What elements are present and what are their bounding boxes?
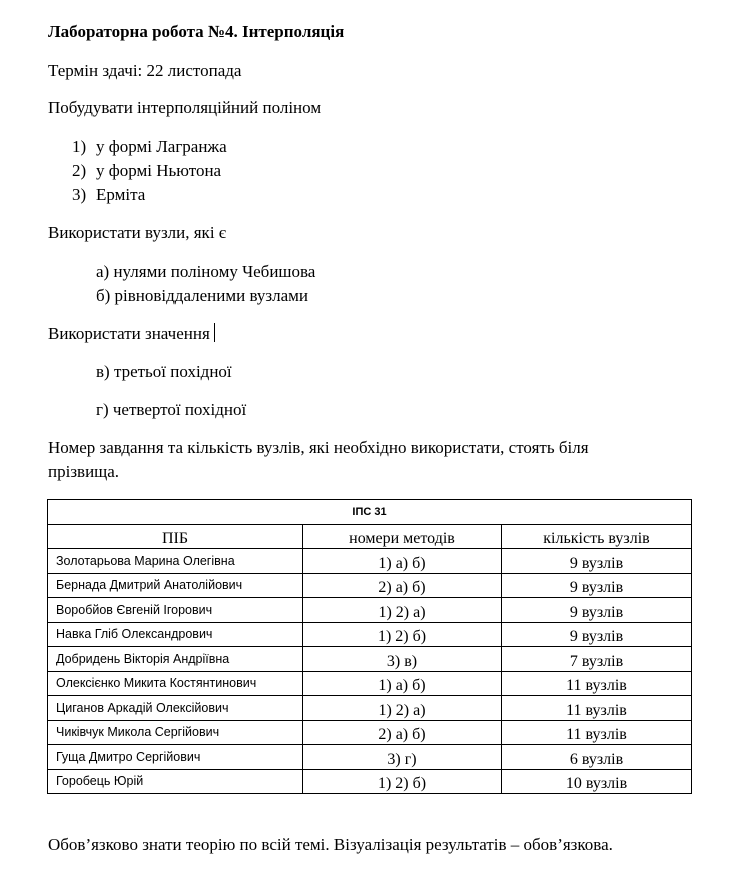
header-nodes: кількість вузлів <box>502 525 692 549</box>
cell-nodes: 9 вузлів <box>502 598 692 623</box>
cell-nodes: 11 вузлів <box>502 671 692 696</box>
nodes-item-a: а) нулями поліному Чебишова <box>96 262 316 281</box>
deadline-text: Термін здачі: 22 листопада <box>48 61 242 80</box>
cell-name: Бернада Дмитрий Анатолійович <box>48 573 303 598</box>
cell-methods: 3) г) <box>303 745 502 770</box>
list-text: у формі Ньютона <box>96 161 222 180</box>
header-name: ПІБ <box>48 525 303 549</box>
cell-name: Воробйов Євгеній Ігорович <box>48 598 303 623</box>
cell-methods: 2) а) б) <box>303 720 502 745</box>
cell-methods: 1) а) б) <box>303 671 502 696</box>
cell-name: Навка Гліб Олександрович <box>48 622 303 647</box>
values-text: Використати значення <box>48 324 210 343</box>
cell-methods: 1) 2) б) <box>303 622 502 647</box>
students-table <box>47 499 692 794</box>
values-item-c: в) третьої похідної <box>96 362 232 381</box>
list-text: Ерміта <box>96 185 146 204</box>
task-text-line2: прізвища. <box>48 462 120 481</box>
cell-methods: 1) 2) б) <box>303 769 502 794</box>
table-row <box>48 573 692 598</box>
nodes-text: Використати вузли, які є <box>48 223 227 242</box>
cell-nodes: 7 вузлів <box>502 647 692 672</box>
table-row <box>48 622 692 647</box>
cell-nodes: 9 вузлів <box>502 549 692 574</box>
table-row <box>48 720 692 745</box>
cell-nodes: 11 вузлів <box>502 696 692 721</box>
cell-nodes: 11 вузлів <box>502 720 692 745</box>
table-caption: ІПС 31 <box>48 500 692 525</box>
list-number: 2) <box>72 161 87 180</box>
nodes-item-b: б) рівновіддаленими вузлами <box>96 286 309 305</box>
text-cursor <box>214 323 215 342</box>
task-text-line1: Номер завдання та кількість вузлів, які необхідно використати, стоять біля <box>48 438 589 457</box>
table-row <box>48 769 692 794</box>
cell-nodes: 6 вузлів <box>502 745 692 770</box>
cell-methods: 3) в) <box>303 647 502 672</box>
list-item <box>72 184 145 205</box>
cell-nodes: 9 вузлів <box>502 573 692 598</box>
cell-methods: 1) 2) а) <box>303 696 502 721</box>
footer-note: Обов’язково знати теорію по всій темі. Візуалізація результатів – обов’язкова. <box>48 835 613 854</box>
cell-name: Олексієнко Микита Костянтинович <box>48 671 303 696</box>
table-row <box>48 598 692 623</box>
table-row <box>48 745 692 770</box>
cell-name: Горобець Юрій <box>48 769 303 794</box>
cell-methods: 1) а) б) <box>303 549 502 574</box>
table-row <box>48 696 692 721</box>
cell-name: Чиківчук Микола Сергійович <box>48 720 303 745</box>
values-line <box>48 323 215 344</box>
build-text: Побудувати інтерполяційний поліном <box>48 98 322 117</box>
cell-nodes: 10 вузлів <box>502 769 692 794</box>
values-item-d: г) четвертої похідної <box>96 400 247 419</box>
list-item <box>72 136 227 157</box>
cell-methods: 1) 2) а) <box>303 598 502 623</box>
list-number: 3) <box>72 185 87 204</box>
cell-name: Добридень Вікторія Андріївна <box>48 647 303 672</box>
cell-name: Циганов Аркадій Олексійович <box>48 696 303 721</box>
cell-nodes: 9 вузлів <box>502 622 692 647</box>
table-row <box>48 647 692 672</box>
document-title: Лабораторна робота №4. Інтерполяція <box>48 22 345 41</box>
table-row <box>48 671 692 696</box>
cell-name: Золотарьова Марина Олегівна <box>48 549 303 574</box>
cell-name: Гуща Дмитро Сергійович <box>48 745 303 770</box>
list-number: 1) <box>72 137 87 156</box>
list-text: у формі Лагранжа <box>96 137 227 156</box>
header-methods: номери методів <box>303 525 502 549</box>
list-item <box>72 160 221 181</box>
cell-methods: 2) а) б) <box>303 573 502 598</box>
table-row <box>48 549 692 574</box>
